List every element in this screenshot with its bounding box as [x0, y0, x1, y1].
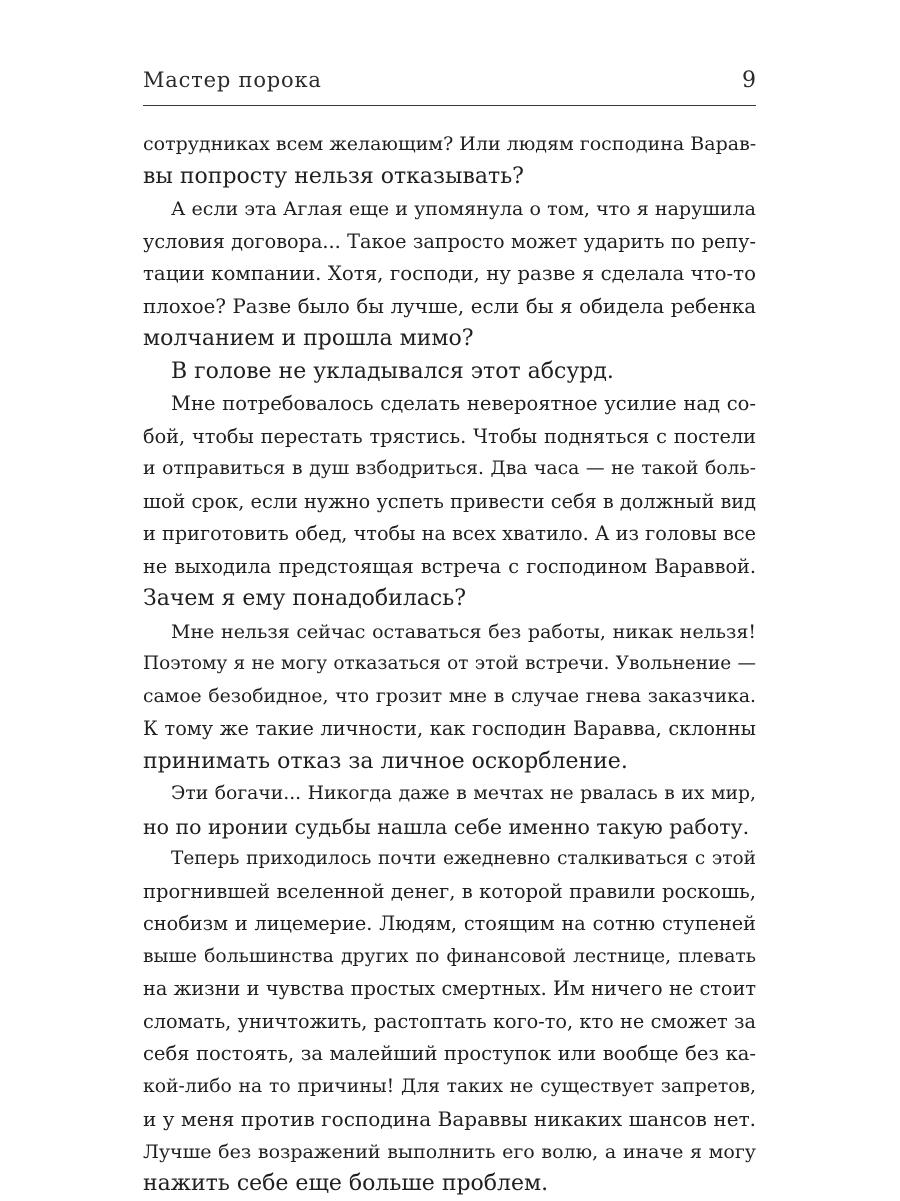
text-line: вы попросту нельзя отказывать?	[143, 163, 524, 189]
header-divider	[143, 105, 756, 106]
running-head	[143, 68, 756, 100]
text-line: не выходила предстоящая встреча с господином Вараввой.	[143, 554, 756, 578]
text-line: Лучше без возражений выполнить его волю, а иначе я могу	[143, 1140, 756, 1163]
text-line: условия договора... Такое запросто может ударить по репу-	[143, 229, 756, 253]
text-line: и у меня против господина Вараввы никаких шансов нет.	[143, 1107, 756, 1131]
text-line: тации компании. Хотя, господи, ну разве я сделала что-то	[143, 262, 756, 285]
text-line: на жизни и чувства простых смертных. Им ничего не стоит	[143, 977, 756, 1000]
text-line: выше большинства других по финансовой лестнице, плевать	[143, 945, 756, 967]
text-line: прогнившей вселенной денег, в которой правили роскошь,	[143, 879, 756, 903]
text-line: принимать отказ за личное оскорбление.	[143, 748, 628, 774]
body-text	[143, 128, 756, 1201]
text-line: К тому же такие личности, как господин Варавва, склонны	[143, 717, 756, 740]
text-line: себя постоять, за малейший проступок или вообще без ка-	[143, 1042, 756, 1065]
text-line: Поэтому я не могу отказаться от этой встречи. Увольнение —	[143, 653, 756, 674]
text-line: Мне нельзя сейчас оставаться без работы, никак нельзя!	[171, 620, 756, 643]
text-line: сотрудниках всем желающим? Или людям господина Варав-	[143, 133, 757, 155]
text-line: молчанием и прошла мимо?	[143, 326, 474, 351]
text-line: Эти богачи... Никогда даже в мечтах не рвалась в их мир,	[171, 783, 756, 804]
text-line: и приготовить обед, чтобы на всех хватило. А из головы все	[143, 522, 756, 545]
text-line: Зачем я ему понадобилась?	[143, 586, 467, 611]
book-title: Мастер порока	[143, 68, 322, 92]
text-line: плохое? Разве было бы лучше, если бы я обидела ребенка	[143, 294, 756, 318]
text-line: снобизм и лицемерие. Людям, стоящим на сотню ступеней	[143, 912, 756, 935]
text-line: А если эта Аглая еще и упомянула о том, что я нарушила	[171, 198, 756, 220]
text-line: и отправиться в душ взбодриться. Два часа — не такой боль-	[143, 458, 756, 479]
text-line: бой, чтобы перестать трястись. Чтобы подняться с постели	[143, 424, 756, 448]
text-line: кой-либо на то причины! Для таких не существует запретов,	[143, 1075, 756, 1097]
text-line: шой срок, если нужно успеть привести себя в должный вид	[143, 489, 756, 513]
text-line: нажить себе еще больше проблем.	[143, 1171, 549, 1196]
text-line: но по иронии судьбы нашла себе именно такую работу.	[143, 814, 750, 839]
text-line: сломать, уничтожить, растоптать кого-то, кто не сможет за	[143, 1009, 756, 1033]
text-line: самое безобидное, что грозит мне в случае гнева заказчика.	[143, 685, 756, 707]
page-number: 9	[742, 68, 756, 93]
text-line: Теперь приходилось почти ежедневно сталкиваться с этой	[171, 848, 756, 869]
text-line: Мне потребовалось сделать невероятное усилие над со-	[171, 392, 756, 415]
text-line: В голове не укладывался этот абсурд.	[171, 358, 614, 384]
